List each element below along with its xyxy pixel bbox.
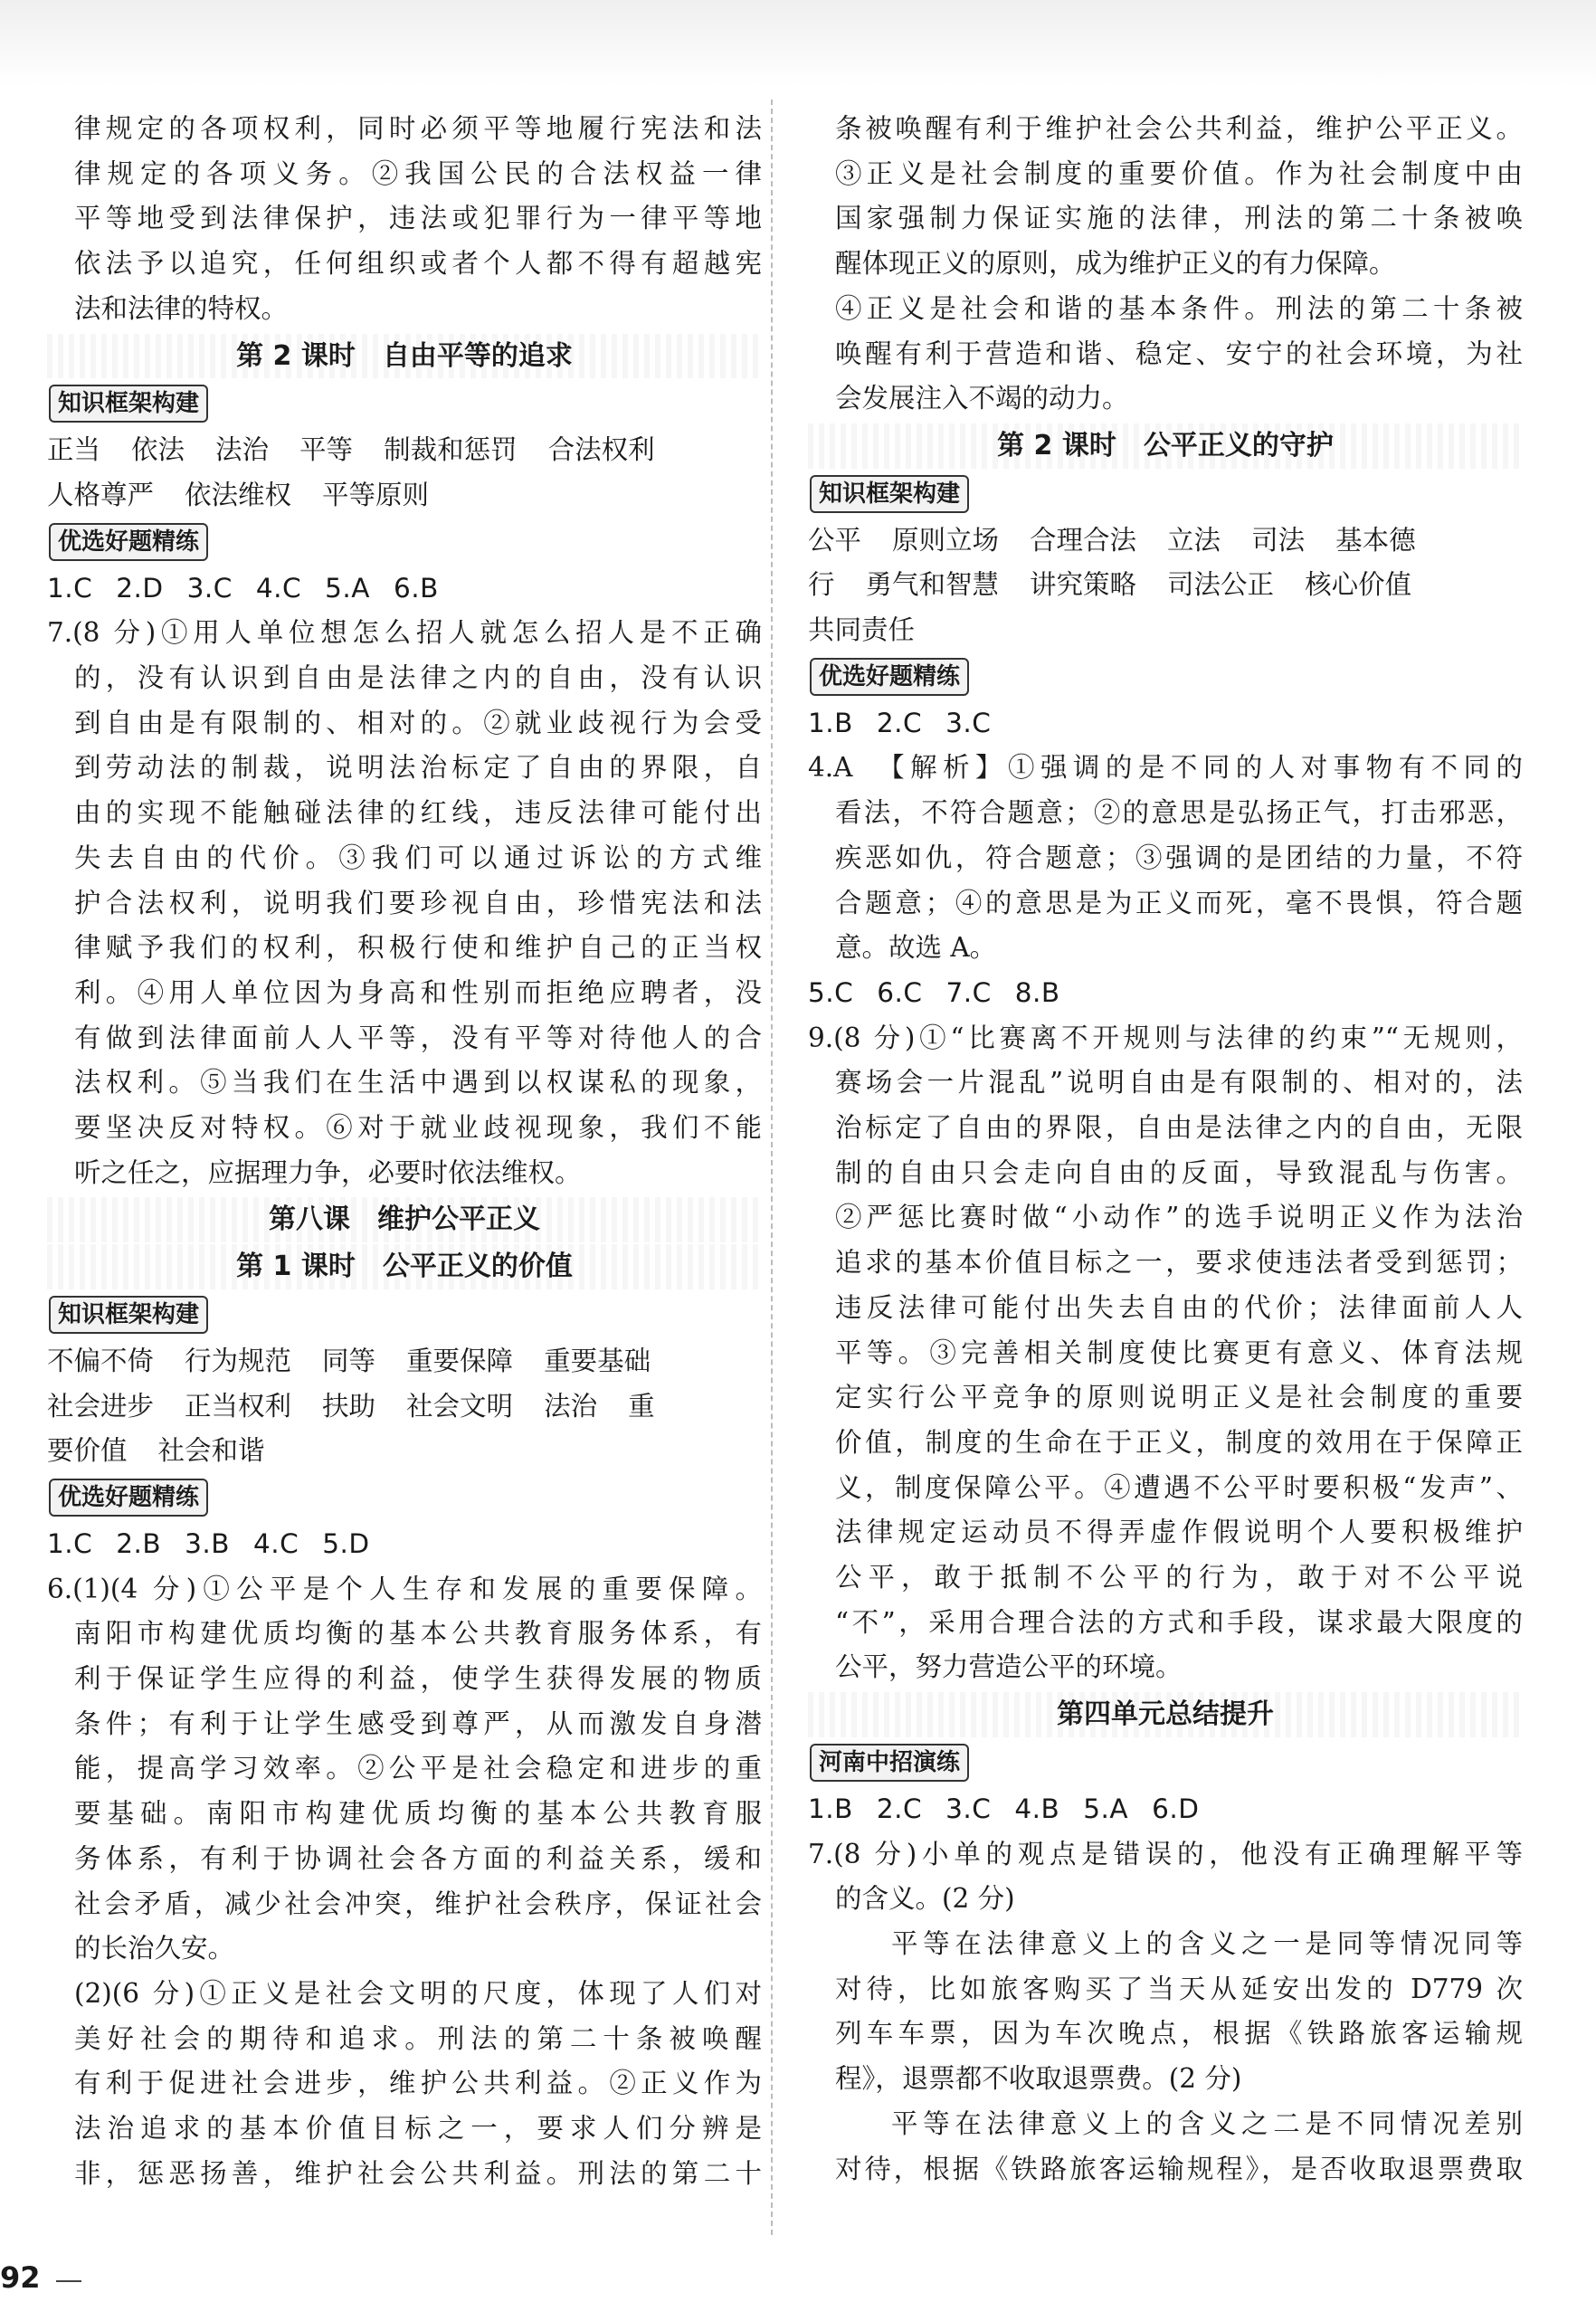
answer: 2.C	[876, 1793, 923, 1824]
text-line: 义，制度保障公平。④遭遇不公平时要积极“发声”、	[835, 1471, 1523, 1503]
text-line: 法权利。⑤当我们在生活中遇到以权谋私的现象，	[74, 1067, 762, 1099]
terms-line	[47, 1429, 762, 1474]
section-heading: 第 2 课时 公平正义的守护	[808, 423, 1523, 469]
text-line: 法治追求的基本价值目标之一，要求人们分辨是	[74, 2113, 762, 2145]
text-line: 6.(1)(4 分)①公平是个人生存和发展的重要保障。	[47, 1573, 762, 1604]
term: 司法公正	[1167, 569, 1275, 601]
term: 行	[808, 569, 835, 601]
text-line: 国家强制力保证实施的法律，刑法的第二十条被唤	[835, 203, 1523, 234]
answer-line	[808, 701, 1523, 747]
section-badge: 优选好题精练	[810, 658, 969, 696]
unit-heading: 第四单元总结提升	[808, 1692, 1523, 1737]
text-line: 公平，努力营造公平的环境。	[835, 1651, 1183, 1683]
text-line: 定实行公平竞争的原则说明正义是社会制度的重要	[835, 1382, 1523, 1413]
term: 同等	[322, 1345, 376, 1376]
answer: 2.B	[116, 1527, 162, 1559]
text-line: 合题意；④的意思是为正义而死，毫不畏惧，符合题	[835, 887, 1523, 918]
continued-paragraph	[808, 107, 1523, 422]
term: 平等	[299, 434, 354, 466]
text-line: 失去自由的代价。③我们可以通过诉讼的方式维	[74, 842, 762, 873]
answer: 4.B	[1014, 1793, 1060, 1824]
page-number-rule	[56, 2280, 81, 2282]
answer: 2.C	[876, 707, 923, 738]
text-line: ④正义是社会和谐的基本条件。刑法的第二十条被	[835, 292, 1523, 324]
text-line: 唤醒有利于营造和谐、稳定、安宁的社会环境，为社	[835, 338, 1523, 369]
term: 不偏不倚	[47, 1345, 155, 1376]
term: 依法维权	[185, 479, 292, 510]
answer-line	[808, 971, 1523, 1016]
term: 讲究策略	[1030, 569, 1137, 601]
term: 人格尊严	[47, 479, 155, 510]
term: 法治	[544, 1390, 598, 1422]
text-line: 社会矛盾，减少社会冲突，维护社会秩序，保证社会	[74, 1888, 762, 1919]
text-line: 能，提高学习效率。②公平是社会稳定和进步的重	[74, 1753, 762, 1784]
answer: 8.B	[1014, 976, 1060, 1008]
text-line: 条件；有利于让学生感受到尊严，从而激发自身潜	[74, 1707, 762, 1739]
text-line: 4.A 【解析】①强调的是不同的人对事物有不同的	[808, 752, 1523, 784]
term: 正当权利	[185, 1390, 292, 1422]
answer: 5.C	[808, 976, 854, 1008]
text-line: 到劳动法的制裁，说明法治标定了自由的界限，自	[74, 752, 762, 784]
answer: 4.C	[253, 1527, 299, 1559]
terms-line	[808, 608, 1523, 653]
text-line: 有做到法律面前人人平等，没有平等对待他人的合	[74, 1022, 762, 1053]
text-line: 法和法律的特权。	[74, 292, 289, 324]
top-shading	[0, 0, 1596, 86]
text-line: 依法予以追究，任何组织或者个人都不得有超越宪	[74, 248, 762, 280]
text-line: 意。故选 A。	[835, 932, 997, 964]
text-line: 对待，比如旅客购买了当天从延安出发的 D779 次	[835, 1973, 1523, 2004]
text-line: 对待，根据《铁路旅客运输规程》，是否收取退票费取	[835, 2153, 1523, 2184]
text-line: 要坚决反对特权。⑥对于就业歧视现象，我们不能	[74, 1112, 762, 1144]
text-line: 务体系，有利于协调社会各方面的利益关系，缓和	[74, 1842, 762, 1874]
answer: 3.C	[186, 572, 233, 604]
term: 重要保障	[406, 1345, 514, 1376]
section-badge: 知识框架构建	[810, 475, 969, 513]
text-line: 的长治久安。	[74, 1933, 235, 1964]
section-badge: 知识框架构建	[49, 385, 208, 423]
term: 合理合法	[1030, 524, 1137, 556]
answer-line	[47, 1522, 762, 1567]
text-line: 赛场会一片混乱”说明自由是有限制的、相对的，法	[835, 1067, 1523, 1099]
terms-line	[808, 518, 1523, 564]
answer-line	[808, 1787, 1523, 1832]
answer: 1.B	[808, 1793, 853, 1824]
text-line: 律赋予我们的权利，积极行使和维护自己的正当权	[74, 932, 762, 964]
term: 勇气和智慧	[865, 569, 1000, 601]
term: 依法	[131, 434, 185, 466]
term: 立法	[1167, 524, 1221, 556]
term: 公平	[808, 524, 862, 556]
text-line: 9.(8 分)①“比赛离不开规则与法律的约束”“无规则，	[808, 1022, 1523, 1053]
term: 要价值	[47, 1435, 128, 1467]
text-line: 到自由是有限制的、相对的。②就业歧视行为会受	[74, 707, 762, 738]
term: 社会和谐	[157, 1435, 265, 1467]
text-line: 平等在法律意义上的含义之一是同等情况同等	[891, 1927, 1523, 1959]
text-line: 追求的基本价值目标之一，要求使违法者受到惩罚；	[835, 1247, 1523, 1279]
text-line: “不”，采用合理合法的方式和手段，谋求最大限度的	[835, 1606, 1523, 1638]
text-line: 平等在法律意义上的含义之二是不同情况差别	[891, 2107, 1523, 2139]
text-line: 公平，敢于抵制不公平的行为，敢于对不公平说	[835, 1562, 1523, 1593]
text-line: 由的实现不能触碰法律的红线，违反法律可能付出	[74, 797, 762, 829]
text-line: (2)(6 分)①正义是社会文明的尺度，体现了人们对	[74, 1977, 762, 2009]
text-line: 法律规定运动员不得弄虚作假说明个人要积极维护	[835, 1517, 1523, 1548]
text-line: 要基础。南阳市构建优质均衡的基本公共教育服	[74, 1798, 762, 1830]
text-line: 列车车票，因为车次晚点，根据《铁路旅客运输规	[835, 2018, 1523, 2050]
terms-line	[808, 563, 1523, 608]
term: 法治	[215, 434, 270, 466]
term: 正当	[47, 434, 101, 466]
answer: 3.B	[185, 1527, 231, 1559]
text-line: 有利于促进社会进步，维护公共利益。②正义作为	[74, 2068, 762, 2099]
term: 制裁和惩罚	[384, 434, 518, 466]
text-line: 利于保证学生应得的利益，使学生获得发展的物质	[74, 1663, 762, 1695]
text-line: 看法，不符合题意；②的意思是弘扬正气，打击邪恶，	[835, 797, 1523, 829]
text-line: 美好社会的期待和追求。刑法的第二十条被唤醒	[74, 2022, 762, 2054]
text-line: 律规定的各项义务。②我国公民的合法权益一律	[74, 157, 762, 189]
section-badge: 优选好题精练	[49, 523, 208, 561]
term: 共同责任	[808, 614, 916, 646]
answer: 1.C	[47, 572, 93, 604]
answer: 6.B	[393, 572, 439, 604]
text-line: 治标定了自由的界限，自由是法律之内的自由，无限	[835, 1112, 1523, 1144]
section-badge: 优选好题精练	[49, 1479, 208, 1517]
question-6	[47, 1567, 762, 2197]
text-line: 的，没有认识到自由是法律之内的自由，没有认识	[74, 662, 762, 694]
answer: 7.C	[945, 976, 992, 1008]
text-line: 南阳市构建优质均衡的基本公共教育服务体系，有	[74, 1618, 762, 1650]
text-line: 会发展注入不竭的动力。	[835, 383, 1129, 414]
intro-paragraph	[47, 107, 762, 332]
text-line: 听之任之，应据理力争，必要时依法维权。	[74, 1156, 582, 1188]
text-line: 平等地受到法律保护，违法或犯罪行为一律平等地	[74, 203, 762, 234]
term: 司法	[1251, 524, 1306, 556]
term: 合法权利	[547, 434, 655, 466]
answer: 6.D	[1152, 1793, 1200, 1824]
term: 社会进步	[47, 1390, 155, 1422]
text-line: 醒体现正义的原则，成为维护正义的有力保障。	[835, 248, 1396, 280]
term: 社会文明	[406, 1390, 514, 1422]
text-line: 非，惩恶扬善，维护社会公共利益。刑法的第二十	[74, 2157, 762, 2189]
term: 原则立场	[892, 524, 1000, 556]
term: 平等原则	[322, 479, 430, 510]
text-line: 违反法律可能付出失去自由的代价；法律面前人人	[835, 1291, 1523, 1323]
text-line: 7.(8 分)①用人单位想怎么招人就怎么招人是不正确	[47, 617, 762, 649]
text-line: 条被唤醒有利于维护社会公共利益，维护公平正义。	[835, 113, 1523, 144]
text-line: 疾恶如仇，符合题意；③强调的是团结的力量，不符	[835, 842, 1523, 873]
question-4	[808, 746, 1523, 971]
term: 行为规范	[185, 1345, 292, 1376]
column-divider	[771, 100, 773, 2235]
text-line: 7.(8 分)小单的观点是错误的，他没有正确理解平等	[808, 1838, 1523, 1869]
answer: 6.C	[877, 976, 923, 1008]
question-7	[47, 611, 762, 1195]
term: 核心价值	[1305, 569, 1412, 601]
left-column	[47, 107, 762, 2196]
terms-line	[47, 1339, 762, 1384]
terms-line	[47, 1384, 762, 1430]
answer: 3.C	[945, 707, 992, 738]
answer: 1.B	[808, 707, 853, 738]
answer: 5.A	[1083, 1793, 1129, 1824]
question-7-unit	[808, 1832, 1523, 2193]
terms-line	[47, 473, 762, 518]
section-heading: 第 2 课时 自由平等的追求	[47, 334, 762, 379]
text-line: ③正义是社会制度的重要价值。作为社会制度中由	[835, 157, 1523, 189]
page-number: 92	[0, 2260, 41, 2295]
terms-line	[47, 428, 762, 473]
text-line: 律规定的各项权利，同时必须平等地履行宪法和法	[74, 113, 762, 144]
text-line: 价值，制度的生命在于正义，制度的效用在于保障正	[835, 1426, 1523, 1458]
section-badge: 河南中招演练	[810, 1744, 969, 1782]
section-heading: 第 1 课时 公平正义的价值	[47, 1244, 762, 1289]
right-column	[808, 107, 1523, 2192]
answer: 5.A	[325, 572, 370, 604]
answer: 1.C	[47, 1527, 93, 1559]
answer: 5.D	[322, 1527, 370, 1559]
lesson-heading: 第八课 维护公平正义	[47, 1197, 762, 1242]
text-line: 平等。③完善相关制度使比赛更有意义、体育法规	[835, 1336, 1523, 1368]
text-line: 的含义。(2 分)	[835, 1883, 1015, 1915]
answer: 2.D	[116, 572, 164, 604]
answer-line	[47, 566, 762, 612]
text-line: 程》，退票都不收取退票费。(2 分)	[835, 2063, 1242, 2095]
section-badge: 知识框架构建	[49, 1296, 208, 1334]
term: 扶助	[322, 1390, 376, 1422]
question-9	[808, 1016, 1523, 1691]
answer: 4.C	[255, 572, 302, 604]
text-line: 制的自由只会走向自由的反面，导致混乱与伤害。	[835, 1156, 1523, 1188]
text-line: 利。④用人单位因为身高和性别而拒绝应聘者，没	[74, 976, 762, 1008]
answer: 3.C	[945, 1793, 992, 1824]
text-line: 护合法权利，说明我们要珍视自由，珍惜宪法和法	[74, 887, 762, 918]
text-line: ②严惩比赛时做“小动作”的选手说明正义作为法治	[835, 1202, 1523, 1233]
term: 重	[628, 1390, 655, 1422]
term: 基本德	[1335, 524, 1416, 556]
term: 重要基础	[544, 1345, 651, 1376]
